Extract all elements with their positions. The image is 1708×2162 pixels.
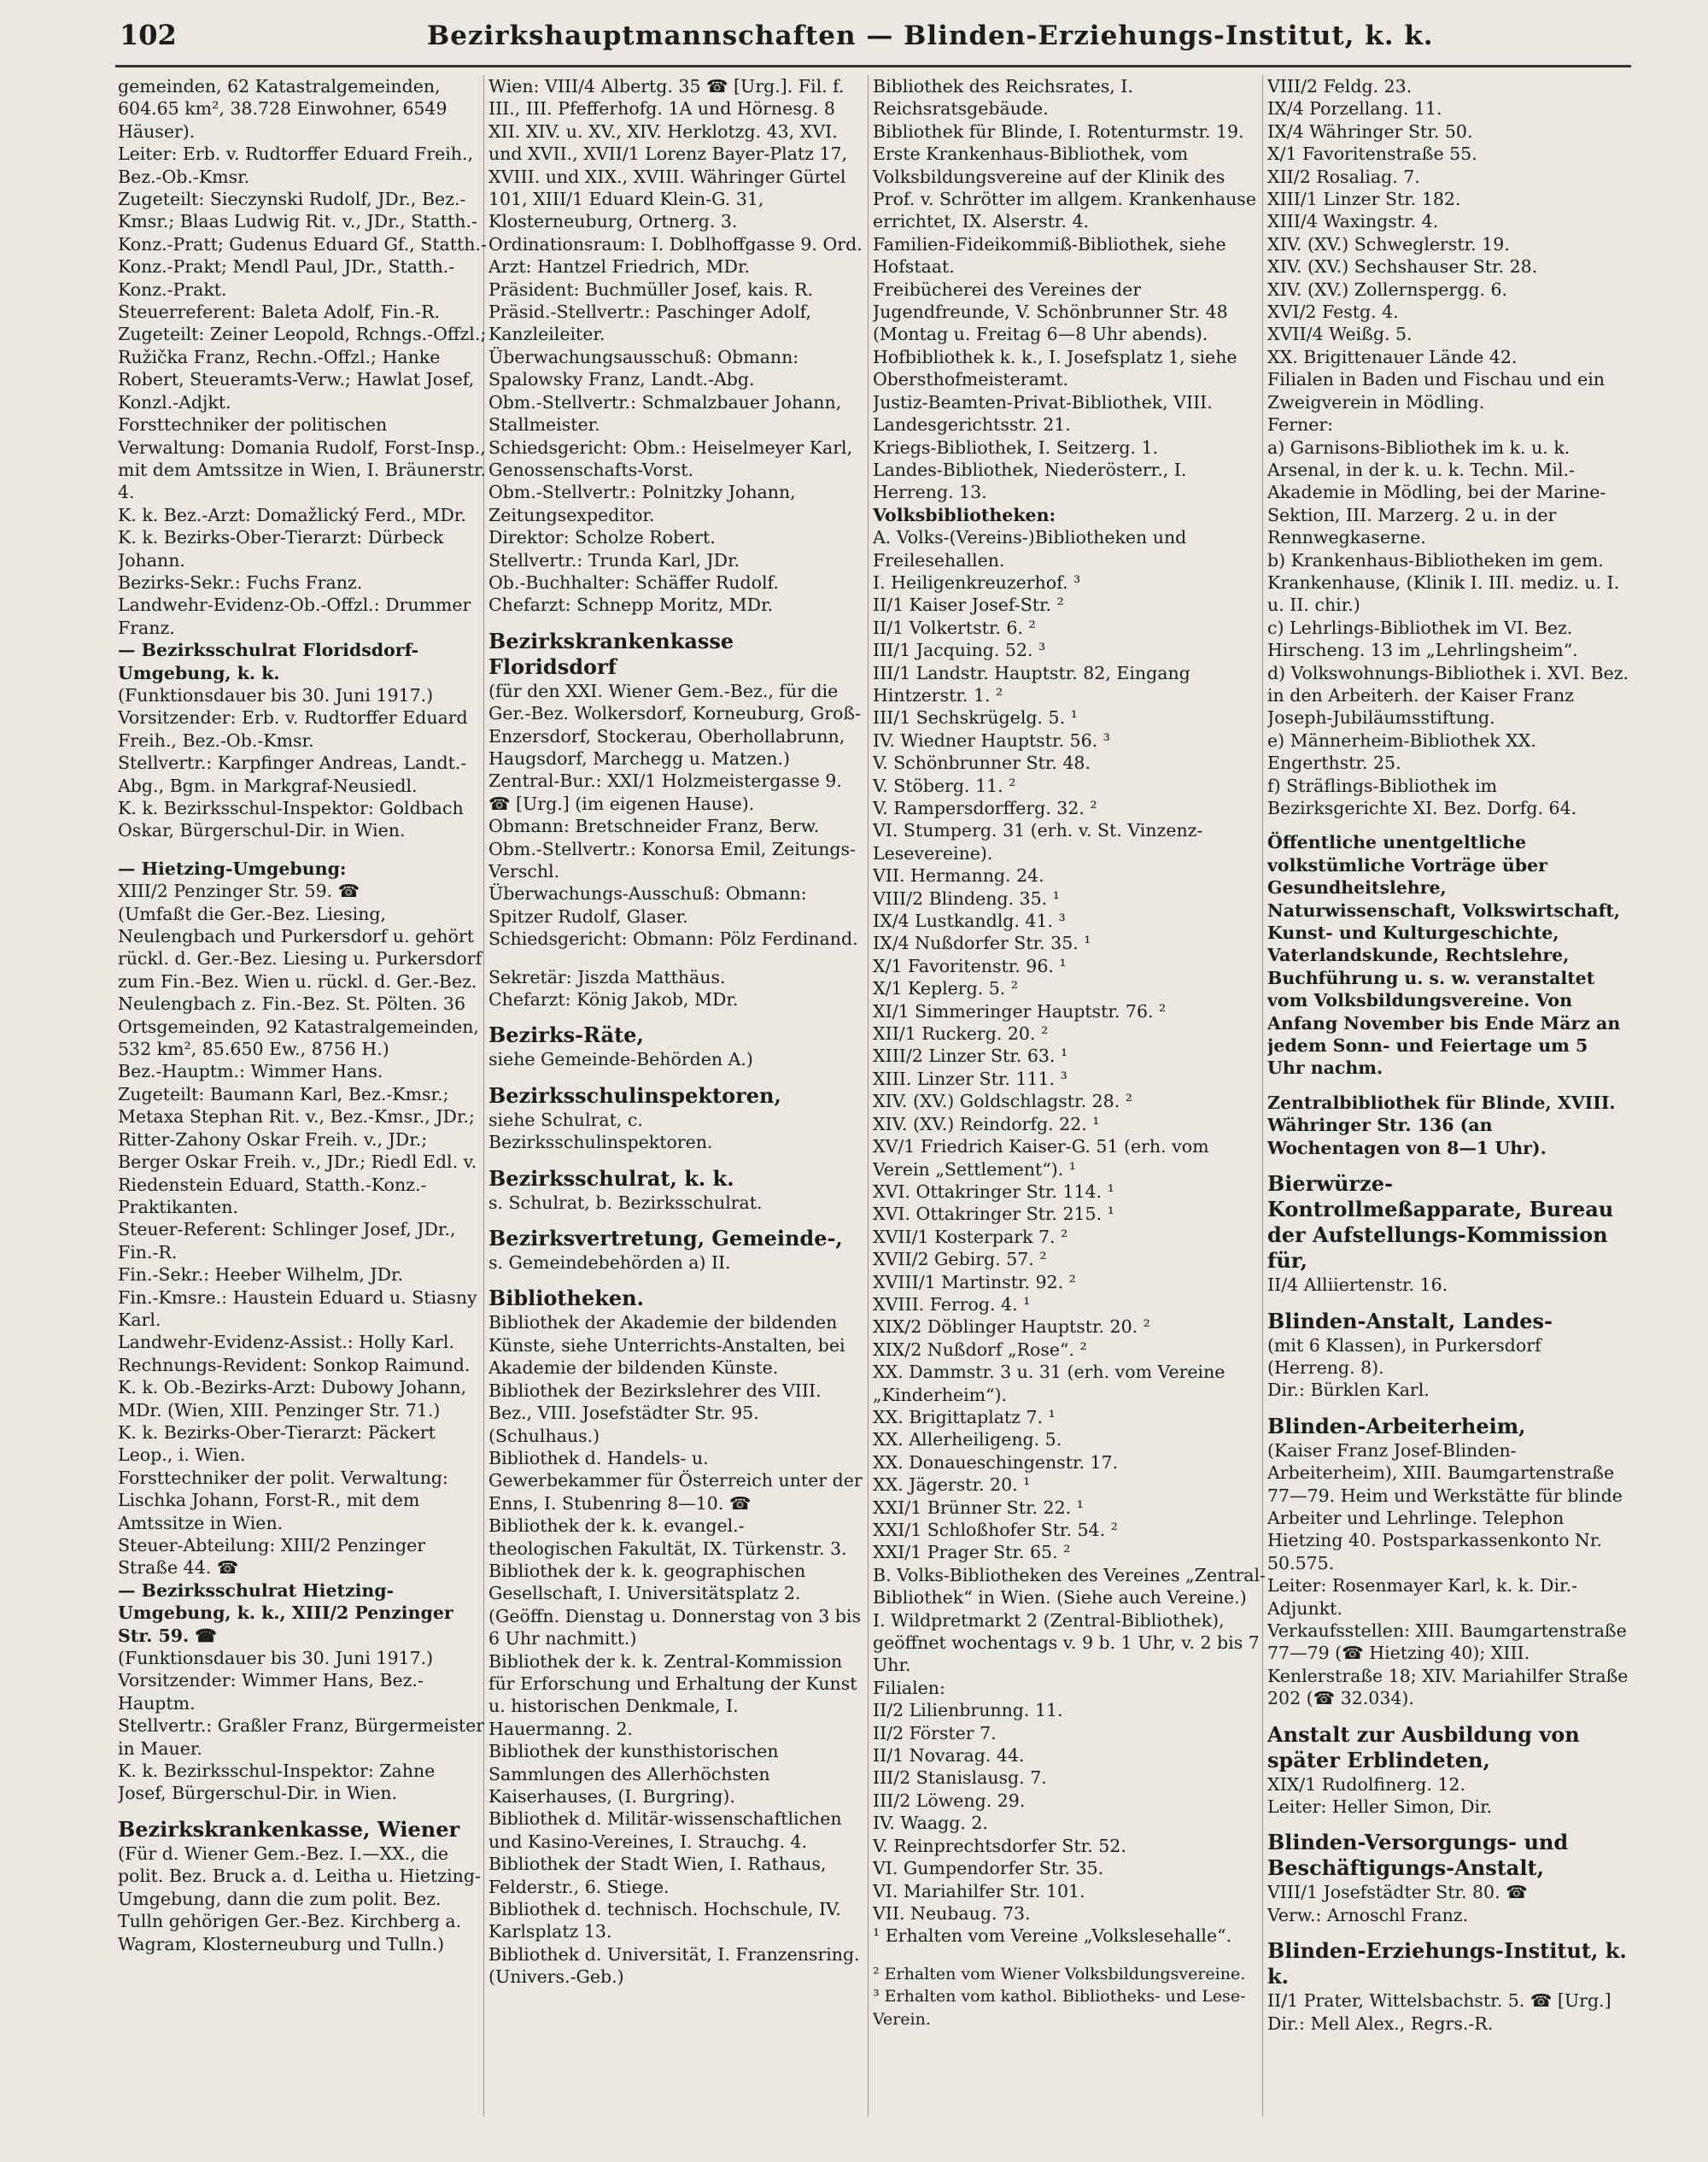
entry: gemeinden, 62 Katastralgemeinden, 604.65 km², 38.728 Einwohner, 6549 Häuser).	[118, 76, 447, 142]
section-heading: Zentralbibliothek für Blinde, XVIII. Währinger Str. 136 (an Wochentagen von 8—1 Uhr).	[1267, 1092, 1616, 1158]
section-heading: Blinden-Erziehungs-Institut, k. k.	[1267, 1938, 1627, 1989]
entry: VII. Hermanng. 24.	[873, 865, 1044, 887]
entry: siehe Gemeinde-Behörden A.)	[488, 1049, 753, 1070]
entry: III/2 Löweng. 29.	[873, 1790, 1026, 1811]
entry: XIV. (XV.) Zollernspergg. 6.	[1267, 278, 1508, 300]
entry: Bibliothek der k. k. evangel.-theologischen Fakultät, IX. Türkenstr. 3.	[488, 1515, 847, 1559]
entry: VI. Mariahilfer Str. 101.	[873, 1880, 1085, 1901]
entry: (Umfaßt die Ger.-Bez. Liesing, Neulengbach und Purkersdorf u. gehört rückl. d. Ger.-Bez. Liesing u. Purkersdorf zum Fin.-Bez. Wien u. rückl. d. Ger.-Bez. Neulengbach z. Fin.-Bez. St. Pölten. 36 Ortsgemeinden, 92 Katastralgemeinden, 532 km², 85.650 Ew., 8756 H.)	[118, 903, 483, 1060]
entry: Vorsitzender: Erb. v. Rudtorffer Eduard Freih., Bez.-Ob.-Kmsr.	[118, 707, 468, 751]
entry: VI. Stumperg. 31 (erh. v. St. Vinzenz-Lesevereine).	[873, 820, 1203, 864]
entry: I. Wildpretmarkt 2 (Zentral-Bibliothek), geöffnet wochentags v. 9 b. 1 Uhr, v. 2 bis 7 Uhr.	[873, 1609, 1260, 1676]
entry: VII. Neubaug. 73.	[873, 1902, 1031, 1924]
entry: Schiedsgericht: Obmann: Pölz Ferdinand.	[488, 929, 858, 950]
entry: XVII/1 Kosterpark 7. ²	[873, 1226, 1068, 1247]
entry: XII/2 Rosaliag. 7.	[1267, 166, 1420, 187]
entry: Zugeteilt: Baumann Karl, Bez.-Kmsr.; Metaxa Stephan Rit. v., Bez.-Kmsr., JDr.; Ritter-Zahony Oskar Freih. v., JDr.; Berger Oskar Freih. v., JDr.; Riedl Edl. v. Riedenstein Eduard, Statth.-Konz.-Praktikanten.	[118, 1083, 477, 1217]
entry: f) Sträflings-Bibliothek im Bezirksgerichte XI. Bez. Dorfg. 64.	[1267, 775, 1577, 818]
entry: Verkaufsstellen: XIII. Baumgartenstraße 77—79 (☎ Hietzing 40); XIII. Kenlerstraße 18; XIV. Mariahilfer Straße 202 (☎ 32.034).	[1267, 1620, 1629, 1709]
entry: Fin.-Sekr.: Heeber Wilhelm, JDr.	[118, 1264, 404, 1286]
entry: Hofbibliothek k. k., I. Josefsplatz 1, siehe Obersthofmeisteramt.	[873, 346, 1237, 390]
entry: II/1 Kaiser Josef-Str. ²	[873, 595, 1064, 616]
entry: (für den XXI. Wiener Gem.-Bez., für die Ger.-Bez. Wolkersdorf, Korneuburg, Groß-Enzersdorf, Stockerau, Oberhollabrunn, Haugsdorf, Marchegg u. Matzen.)	[488, 680, 861, 769]
entry: Bibliothek d. Universität, I. Franzensring. (Univers.-Geb.)	[488, 1943, 860, 1988]
entry: XIII/4 Waxingstr. 4.	[1267, 211, 1439, 232]
running-title: Bezirkshauptmannschaften — Blinden-Erziehungs-Institut, k. k.	[427, 21, 1434, 51]
entry: (Funktionsdauer bis 30. Juni 1917.)	[118, 1648, 434, 1669]
section-heading: Blinden-Versorgungs- und Beschäftigungs-Anstalt,	[1267, 1830, 1569, 1881]
entry: XIV. (XV.) Goldschlagstr. 28. ²	[873, 1091, 1132, 1112]
entry: XVII/2 Gebirg. 57. ²	[873, 1249, 1047, 1270]
entry: Überwachungsausschuß: Obmann: Spalowsky Franz, Landt.-Abg.	[488, 346, 799, 390]
entry: II/2 Lilienbrunng. 11.	[873, 1700, 1063, 1721]
entry: K. k. Ob.-Bezirks-Arzt: Dubowy Johann, MDr. (Wien, XIII. Penzinger Str. 71.)	[118, 1377, 467, 1421]
section-heading: Anstalt zur Ausbildung von später Erblindeten,	[1267, 1721, 1580, 1772]
entry: XIX/1 Rudolfinerg. 12.	[1267, 1773, 1465, 1795]
entry: XIX/2 Nußdorf „Rose“. ²	[873, 1339, 1087, 1360]
entry: XIII/2 Linzer Str. 63. ¹	[873, 1046, 1068, 1067]
entry: Leiter: Rosenmayer Karl, k. k. Dir.-Adjunkt.	[1267, 1575, 1578, 1619]
entry: Chefarzt: König Jakob, MDr.	[488, 989, 739, 1011]
entry: s. Gemeindebehörden a) II.	[488, 1252, 731, 1274]
entry: (Für d. Wiener Gem.-Bez. I.—XX., die polit. Bez. Bruck a. d. Leitha u. Hietzing-Umgebung, dann die zum polit. Bez. Tulln gehörigen Ger.-Bez. Kirchberg a. Wagram, Klosterneuburg und Tulln.)	[118, 1843, 481, 1954]
entry: XII/1 Ruckerg. 20. ²	[873, 1023, 1049, 1045]
page-number: 102	[120, 19, 177, 51]
entry: Landwehr-Evidenz-Ob.-Offzl.: Drummer Franz.	[118, 595, 471, 638]
entry: K. k. Bezirks-Ober-Tierarzt: Dürbeck Johann.	[118, 527, 444, 571]
section-heading: Bezirksschulinspektoren,	[488, 1082, 781, 1108]
entry: K. k. Bez.-Arzt: Domažlický Ferd., MDr.	[118, 504, 466, 525]
entry: Filialen:	[873, 1677, 945, 1698]
entry: Obm.-Stellvertr.: Konorsa Emil, Zeitungs-Verschl.	[488, 838, 856, 882]
entry: Bibliothek für Blinde, I. Rotenturmstr. 19.	[873, 120, 1244, 142]
entry: Steuerreferent: Baleta Adolf, Fin.-R.	[118, 302, 441, 323]
entry: A. Volks-(Vereins-)Bibliotheken und Freilesehallen.	[873, 527, 1187, 571]
entry: Landes-Bibliothek, Niederösterr., I. Herreng. 13.	[873, 459, 1187, 503]
entry: III/1 Landstr. Hauptstr. 82, Eingang Hintzerstr. 1. ²	[873, 662, 1190, 706]
entry: Steuer-Abteilung: XIII/2 Penzinger Straße 44. ☎	[118, 1535, 426, 1579]
entry: Zentral-Bur.: XXI/1 Holzmeistergasse 9. ☎ [Urg.] (im eigenen Hause).	[488, 770, 842, 814]
entry: XIV. (XV.) Sechshauser Str. 28.	[1267, 256, 1538, 278]
section-heading: Volksbibliotheken:	[873, 504, 1056, 525]
entry: Bibliothek des Reichsrates, I. Reichsratsgebäude.	[873, 76, 1133, 120]
entry: XVI. Ottakringer Str. 215. ¹	[873, 1204, 1114, 1225]
entry: Erste Krankenhaus-Bibliothek, vom Volksbildungsvereine auf der Klinik des Prof. v. Schrötter im allgem. Krankenhause errichtet, IX. Alserstr. 4.	[873, 144, 1256, 232]
entry: Präsident: Buchmüller Josef, kais. R.	[488, 278, 813, 300]
entry: VIII/2 Feldg. 23.	[1267, 76, 1413, 97]
entry: Verw.: Arnoschl Franz.	[1267, 1904, 1469, 1925]
entry: K. k. Bezirks-Ober-Tierarzt: Päckert Leop., i. Wien.	[118, 1421, 436, 1466]
entry: (Kaiser Franz Josef-Blinden-Arbeiterheim), XIII. Baumgartenstraße 77—79. Heim und Werkstätte für blinde Arbeiter und Lehrlinge. Telephon Hietzing 40. Postsparkassenkonto Nr. 50.575.	[1267, 1439, 1623, 1573]
entry: Bibliothek der Stadt Wien, I. Rathaus, Felderstr., 6. Stiege.	[488, 1854, 827, 1897]
entry: Schiedsgericht: Obm.: Heiselmeyer Karl, Genossenschafts-Vorst.	[488, 437, 853, 480]
entry: Zugeteilt: Zeiner Leopold, Rchngs.-Offzl.; Ružička Franz, Rechn.-Offzl.; Hanke Robert, Steueramts-Verw.; Hawlat Josef, Konzl.-Adjkt.	[118, 324, 487, 413]
entry: Justiz-Beamten-Privat-Bibliothek, VIII. Landesgerichtsstr. 21.	[873, 391, 1213, 436]
entry: d) Volkswohnungs-Bibliothek i. XVI. Bez. in den Arbeiterh. der Kaiser Franz Joseph-Jubiläumsstiftung.	[1267, 662, 1629, 729]
entry: XIII/2 Penzinger Str. 59. ☎	[118, 881, 360, 902]
entry: Kriegs-Bibliothek, I. Seitzerg. 1.	[873, 437, 1159, 458]
entry: XX. Dammstr. 3 u. 31 (erh. vom Vereine „Kinderheim“).	[873, 1362, 1225, 1405]
entry: Ferner:	[1267, 414, 1334, 436]
entry: a) Garnisons-Bibliothek im k. u. k. Arsenal, in der k. u. k. Techn. Mil.-Akademie in Mödling, bei der Marine-Sektion, III. Marzerg. 2 u. in der Rennwegkaserne.	[1267, 437, 1606, 548]
footnote: ² Erhalten vom Wiener Volksbildungsvereine.	[873, 1964, 1246, 1983]
entry: Bibliothek d. technisch. Hochschule, IV. Karlsplatz 13.	[488, 1899, 841, 1942]
entry: X/1 Favoritenstraße 55.	[1267, 144, 1477, 165]
entry: XVIII. Ferrog. 4. ¹	[873, 1293, 1031, 1315]
entry: Vorsitzender: Wimmer Hans, Bez.-Hauptm.	[118, 1670, 424, 1714]
entry: IV. Wiedner Hauptstr. 56. ³	[873, 729, 1110, 751]
section-heading: Bezirkskrankenkasse Floridsdorf	[488, 628, 734, 679]
entry: Forsttechniker der politischen Verwaltung: Domania Rudolf, Forst-Insp., mit dem Amtssitze in Wien, I. Bräunerstr. 4.	[118, 414, 487, 503]
entry: Bibliothek der k. k. geographischen Gesellschaft, I. Universitätsplatz 2. (Geöffn. Dienstag u. Donnerstag von 3 bis 6 Uhr nachmitt.)	[488, 1560, 861, 1649]
entry: Fin.-Kmsre.: Haustein Eduard u. Stiasny Karl.	[118, 1286, 477, 1330]
column-2	[488, 75, 866, 1989]
entry: XIII/1 Linzer Str. 182.	[1267, 189, 1461, 210]
entry: Ob.-Buchhalter: Schäffer Rudolf.	[488, 571, 779, 593]
entry: Sekretär: Jiszda Matthäus.	[488, 966, 726, 987]
entry: X/1 Favoritenstr. 96. ¹	[873, 955, 1067, 976]
entry: IX/4 Währinger Str. 50.	[1267, 120, 1473, 142]
entry: II/1 Novarag. 44.	[873, 1745, 1025, 1767]
entry: c) Lehrlings-Bibliothek im VI. Bez. Hirscheng. 13 im „Lehrlingsheim“.	[1267, 617, 1578, 661]
entry: Landwehr-Evidenz-Assist.: Holly Karl.	[118, 1332, 454, 1353]
entry: Stellvertr.: Trunda Karl, JDr.	[488, 549, 740, 571]
entry: b) Krankenhaus-Bibliotheken im gem. Krankenhause, (Klinik I. III. mediz. u. I. u. II. chir.)	[1267, 549, 1620, 616]
section-heading: — Bezirksschulrat Floridsdorf-Umgebung, k. k.	[118, 640, 419, 683]
section-heading: Bierwürze-Kontrollmeßapparate, Bureau der Aufstellungs-Kommission für,	[1267, 1171, 1614, 1274]
entry: Obm.-Stellvertr.: Polnitzky Johann, Zeitungsexpeditor.	[488, 482, 796, 525]
entry: B. Volks-Bibliotheken des Vereines „Zentral-Bibliothek“ in Wien. (Siehe auch Vereine.)	[873, 1564, 1266, 1608]
entry: Bibliothek der k. k. Zentral-Kommission für Erforschung und Erhaltung der Kunst u. historischen Denkmale, I. Hauermanng. 2.	[488, 1650, 857, 1739]
entry: VIII/1 Josefstädter Str. 80. ☎	[1267, 1882, 1528, 1903]
entry: K. k. Bezirksschul-Inspektor: Zahne Josef, Bürgerschul-Dir. in Wien.	[118, 1761, 436, 1804]
entry: II/4 Alliiertenstr. 16.	[1267, 1274, 1448, 1296]
footnote: ³ Erhalten vom kathol. Bibliotheks- und Lese-Verein.	[873, 1987, 1246, 2029]
entry: Stellvertr.: Graßler Franz, Bürgermeister in Mauer.	[118, 1715, 485, 1759]
entry: XVI/2 Festg. 4.	[1267, 302, 1399, 323]
entry: I. Heiligenkreuzerhof. ³	[873, 571, 1081, 593]
entry: XX. Donaueschingenstr. 17.	[873, 1451, 1119, 1473]
entry: II/2 Förster 7.	[873, 1722, 997, 1743]
column-3	[873, 75, 1266, 2030]
entry: (Funktionsdauer bis 30. Juni 1917.)	[118, 684, 434, 706]
entry: XIII. Linzer Str. 111. ³	[873, 1068, 1068, 1089]
entry: Leiter: Erb. v. Rudtorffer Eduard Freih., Bez.-Ob.-Kmsr.	[118, 144, 474, 187]
entry: X/1 Keplerg. 5. ²	[873, 978, 1019, 999]
entry: Bibliothek der Akademie der bildenden Künste, siehe Unterrichts-Anstalten, bei Akademie der bildenden Künste.	[488, 1312, 845, 1379]
entry: XVI. Ottakringer Str. 114. ¹	[873, 1181, 1114, 1202]
entry: XI/1 Simmeringer Hauptstr. 76. ²	[873, 1000, 1167, 1022]
entry: Ordinationsraum: I. Doblhoffgasse 9. Ord. Arzt: Hantzel Friedrich, MDr.	[488, 233, 863, 278]
section-heading: — Bezirksschulrat Hietzing-Umgebung, k. k., XIII/2 Penzinger Str. 59. ☎	[118, 1579, 453, 1646]
entry: XXI/1 Brünner Str. 22. ¹	[873, 1497, 1084, 1518]
entry: XX. Brigittenauer Lände 42.	[1267, 346, 1518, 367]
entry: (mit 6 Klassen), in Purkersdorf (Herreng. 8).	[1267, 1334, 1541, 1378]
entry: XXI/1 Prager Str. 65. ²	[873, 1542, 1071, 1563]
entry: Präsid.-Stellvertr.: Paschinger Adolf, Kanzleileiter.	[488, 302, 812, 345]
entry: IX/4 Porzellang. 11.	[1267, 98, 1442, 120]
entry: V. Schönbrunner Str. 48.	[873, 753, 1091, 774]
entry: II/1 Prater, Wittelsbachstr. 5. ☎ [Urg.]	[1267, 1990, 1611, 2012]
section-heading: Bezirksvertretung, Gemeinde-,	[488, 1226, 843, 1251]
section-heading: Blinden-Arbeiterheim,	[1267, 1413, 1526, 1438]
entry: Dir.: Bürklen Karl.	[1267, 1380, 1430, 1401]
section-heading: Bezirkskrankenkasse, Wiener	[118, 1816, 460, 1842]
entry: Zugeteilt: Sieczynski Rudolf, JDr., Bez.-Kmsr.; Blaas Ludwig Rit. v., JDr., Statth.-Konz.-Pratt; Gudenus Eduard Gf., Statth.-Konz.-Prakt; Mendl Paul, JDr., Statth.-Konz.-Prakt.	[118, 189, 487, 300]
header-rule	[115, 65, 1631, 67]
entry: VI. Gumpendorfer Str. 35.	[873, 1858, 1104, 1879]
entry: XX. Allerheiligeng. 5.	[873, 1429, 1062, 1450]
entry: e) Männerheim-Bibliothek XX. Engerthstr. 25.	[1267, 729, 1536, 774]
section-heading: Öffentliche unentgeltliche volkstümliche Vorträge über Gesundheitslehre, Naturwissenschaft, Volkswirtschaft, Kunst- und Kulturgeschichte, Vaterlandskunde, Rechtslehre, Buchführung u. s. w. veranstaltet vom Volksbildungsvereine. Von Anfang November bis Ende März an jedem Sonn- und Feiertage um 5 Uhr nachm.	[1267, 832, 1621, 1079]
entry: III/1 Sechskrügelg. 5. ¹	[873, 707, 1078, 729]
entry: IV. Waagg. 2.	[873, 1813, 988, 1834]
entry: Obmann: Bretschneider Franz, Berw.	[488, 816, 820, 837]
entry: VIII/2 Blindeng. 35. ¹	[873, 888, 1060, 909]
entry: Direktor: Scholze Robert.	[488, 527, 716, 548]
section-heading: Bibliotheken.	[488, 1286, 644, 1311]
entry: ¹ Erhalten vom Vereine „Volkslesehalle“.	[873, 1925, 1232, 1947]
column-1	[118, 75, 487, 1955]
entry: II/1 Volkertstr. 6. ²	[873, 617, 1036, 638]
entry: XXI/1 Schloßhofer Str. 54. ²	[873, 1520, 1118, 1540]
entry: Freibücherei des Vereines der Jugendfreunde, V. Schönbrunner Str. 48 (Montag u. Freitag 6—8 Uhr abends).	[873, 278, 1228, 345]
section-heading: — Hietzing-Umgebung:	[118, 858, 347, 879]
entry: III/1 Jacquing. 52. ³	[873, 640, 1046, 661]
section-heading: Bezirks-Räte,	[488, 1022, 644, 1048]
entry: Forsttechniker der polit. Verwaltung: Lischka Johann, Forst-R., mit dem Amtssitze in Wien.	[118, 1467, 448, 1533]
entry: III/2 Stanislausg. 7.	[873, 1767, 1047, 1789]
entry: Bibliothek der Bezirkslehrer des VIII. Bez., VIII. Josefstädter Str. 95. (Schulhaus.)	[488, 1380, 822, 1446]
entry: Filialen in Baden und Fischau und ein Zweigverein in Mödling.	[1267, 369, 1605, 413]
entry: V. Stöberg. 11. ²	[873, 775, 1016, 796]
entry: Bibliothek der kunsthistorischen Sammlungen des Allerhöchsten Kaiserhauses, (I. Burgring).	[488, 1741, 779, 1807]
entry: Obm.-Stellvertr.: Schmalzbauer Johann, Stallmeister.	[488, 391, 842, 436]
entry: Bez.-Hauptm.: Wimmer Hans.	[118, 1061, 383, 1082]
section-heading: Bezirksschulrat, k. k.	[488, 1165, 734, 1191]
entry: Stellvertr.: Karpfinger Andreas, Landt.-Abg., Bgm. in Markgraf-Neusiedl.	[118, 753, 467, 796]
entry: IX/4 Nußdorfer Str. 35. ¹	[873, 933, 1091, 954]
entry: XX. Brigittaplatz 7. ¹	[873, 1406, 1056, 1427]
section-heading: Blinden-Anstalt, Landes-	[1267, 1308, 1553, 1333]
entry: XV/1 Friedrich Kaiser-G. 51 (erh. vom Verein „Settlement“). ¹	[873, 1136, 1209, 1180]
entry: Leiter: Heller Simon, Dir.	[1267, 1796, 1493, 1817]
entry: Familien-Fideikommiß-Bibliothek, siehe Hofstaat.	[873, 233, 1226, 278]
entry: Wien: VIII/4 Albertg. 35 ☎ [Urg.]. Fil. f. III., III. Pfefferhofg. 1A und Hörnesg. 8 XII. XIV. u. XV., XIV. Herklotzg. 43, XVI. und XVII., XVII/1 Lorenz Bayer-Platz 17, XVIII. und XIX., XVIII. Währinger Gürtel 101, XIII/1 Eduard Klein-G. 31, Klosterneuburg, Ortnerg. 3.	[488, 76, 848, 232]
entry: Rechnungs-Revident: Sonkop Raimund.	[118, 1354, 471, 1375]
entry: IX/4 Lustkandlg. 41. ³	[873, 911, 1066, 932]
entry: XIV. (XV.) Schweglerstr. 19.	[1267, 233, 1510, 255]
entry: Bibliothek d. Handels- u. Gewerbekammer für Österreich unter der Enns, I. Stubenring 8—10. ☎	[488, 1447, 863, 1514]
column-divider	[868, 75, 869, 2117]
entry: Steuer-Referent: Schlinger Josef, JDr., Fin.-R.	[118, 1219, 456, 1263]
entry: V. Rampersdorfferg. 32. ²	[873, 798, 1097, 818]
entry: Chefarzt: Schnepp Moritz, MDr.	[488, 595, 774, 616]
entry: XX. Jägerstr. 20. ¹	[873, 1474, 1031, 1496]
entry: s. Schulrat, b. Bezirksschulrat.	[488, 1192, 763, 1213]
entry: Bibliothek d. Militär-wissenschaftlichen und Kasino-Vereines, I. Strauchg. 4.	[488, 1808, 842, 1852]
entry: Überwachungs-Ausschuß: Obmann: Spitzer Rudolf, Glaser.	[488, 883, 807, 927]
entry: V. Reinprechtsdorfer Str. 52.	[873, 1835, 1126, 1856]
entry: K. k. Bezirksschul-Inspektor: Goldbach Oskar, Bürgerschul-Dir. in Wien.	[118, 798, 464, 841]
entry: XVII/4 Weißg. 5.	[1267, 324, 1413, 345]
entry: XIX/2 Döblinger Hauptstr. 20. ²	[873, 1316, 1150, 1338]
entry: XIV. (XV.) Reindorfg. 22. ¹	[873, 1113, 1100, 1134]
entry: Dir.: Mell Alex., Regrs.-R.	[1267, 2013, 1494, 2034]
entry: siehe Schulrat, c. Bezirksschulinspektoren.	[488, 1109, 713, 1153]
entry: Bezirks-Sekr.: Fuchs Franz.	[118, 571, 363, 593]
entry: XVIII/1 Martinstr. 92. ²	[873, 1271, 1076, 1292]
column-4	[1267, 75, 1629, 2035]
